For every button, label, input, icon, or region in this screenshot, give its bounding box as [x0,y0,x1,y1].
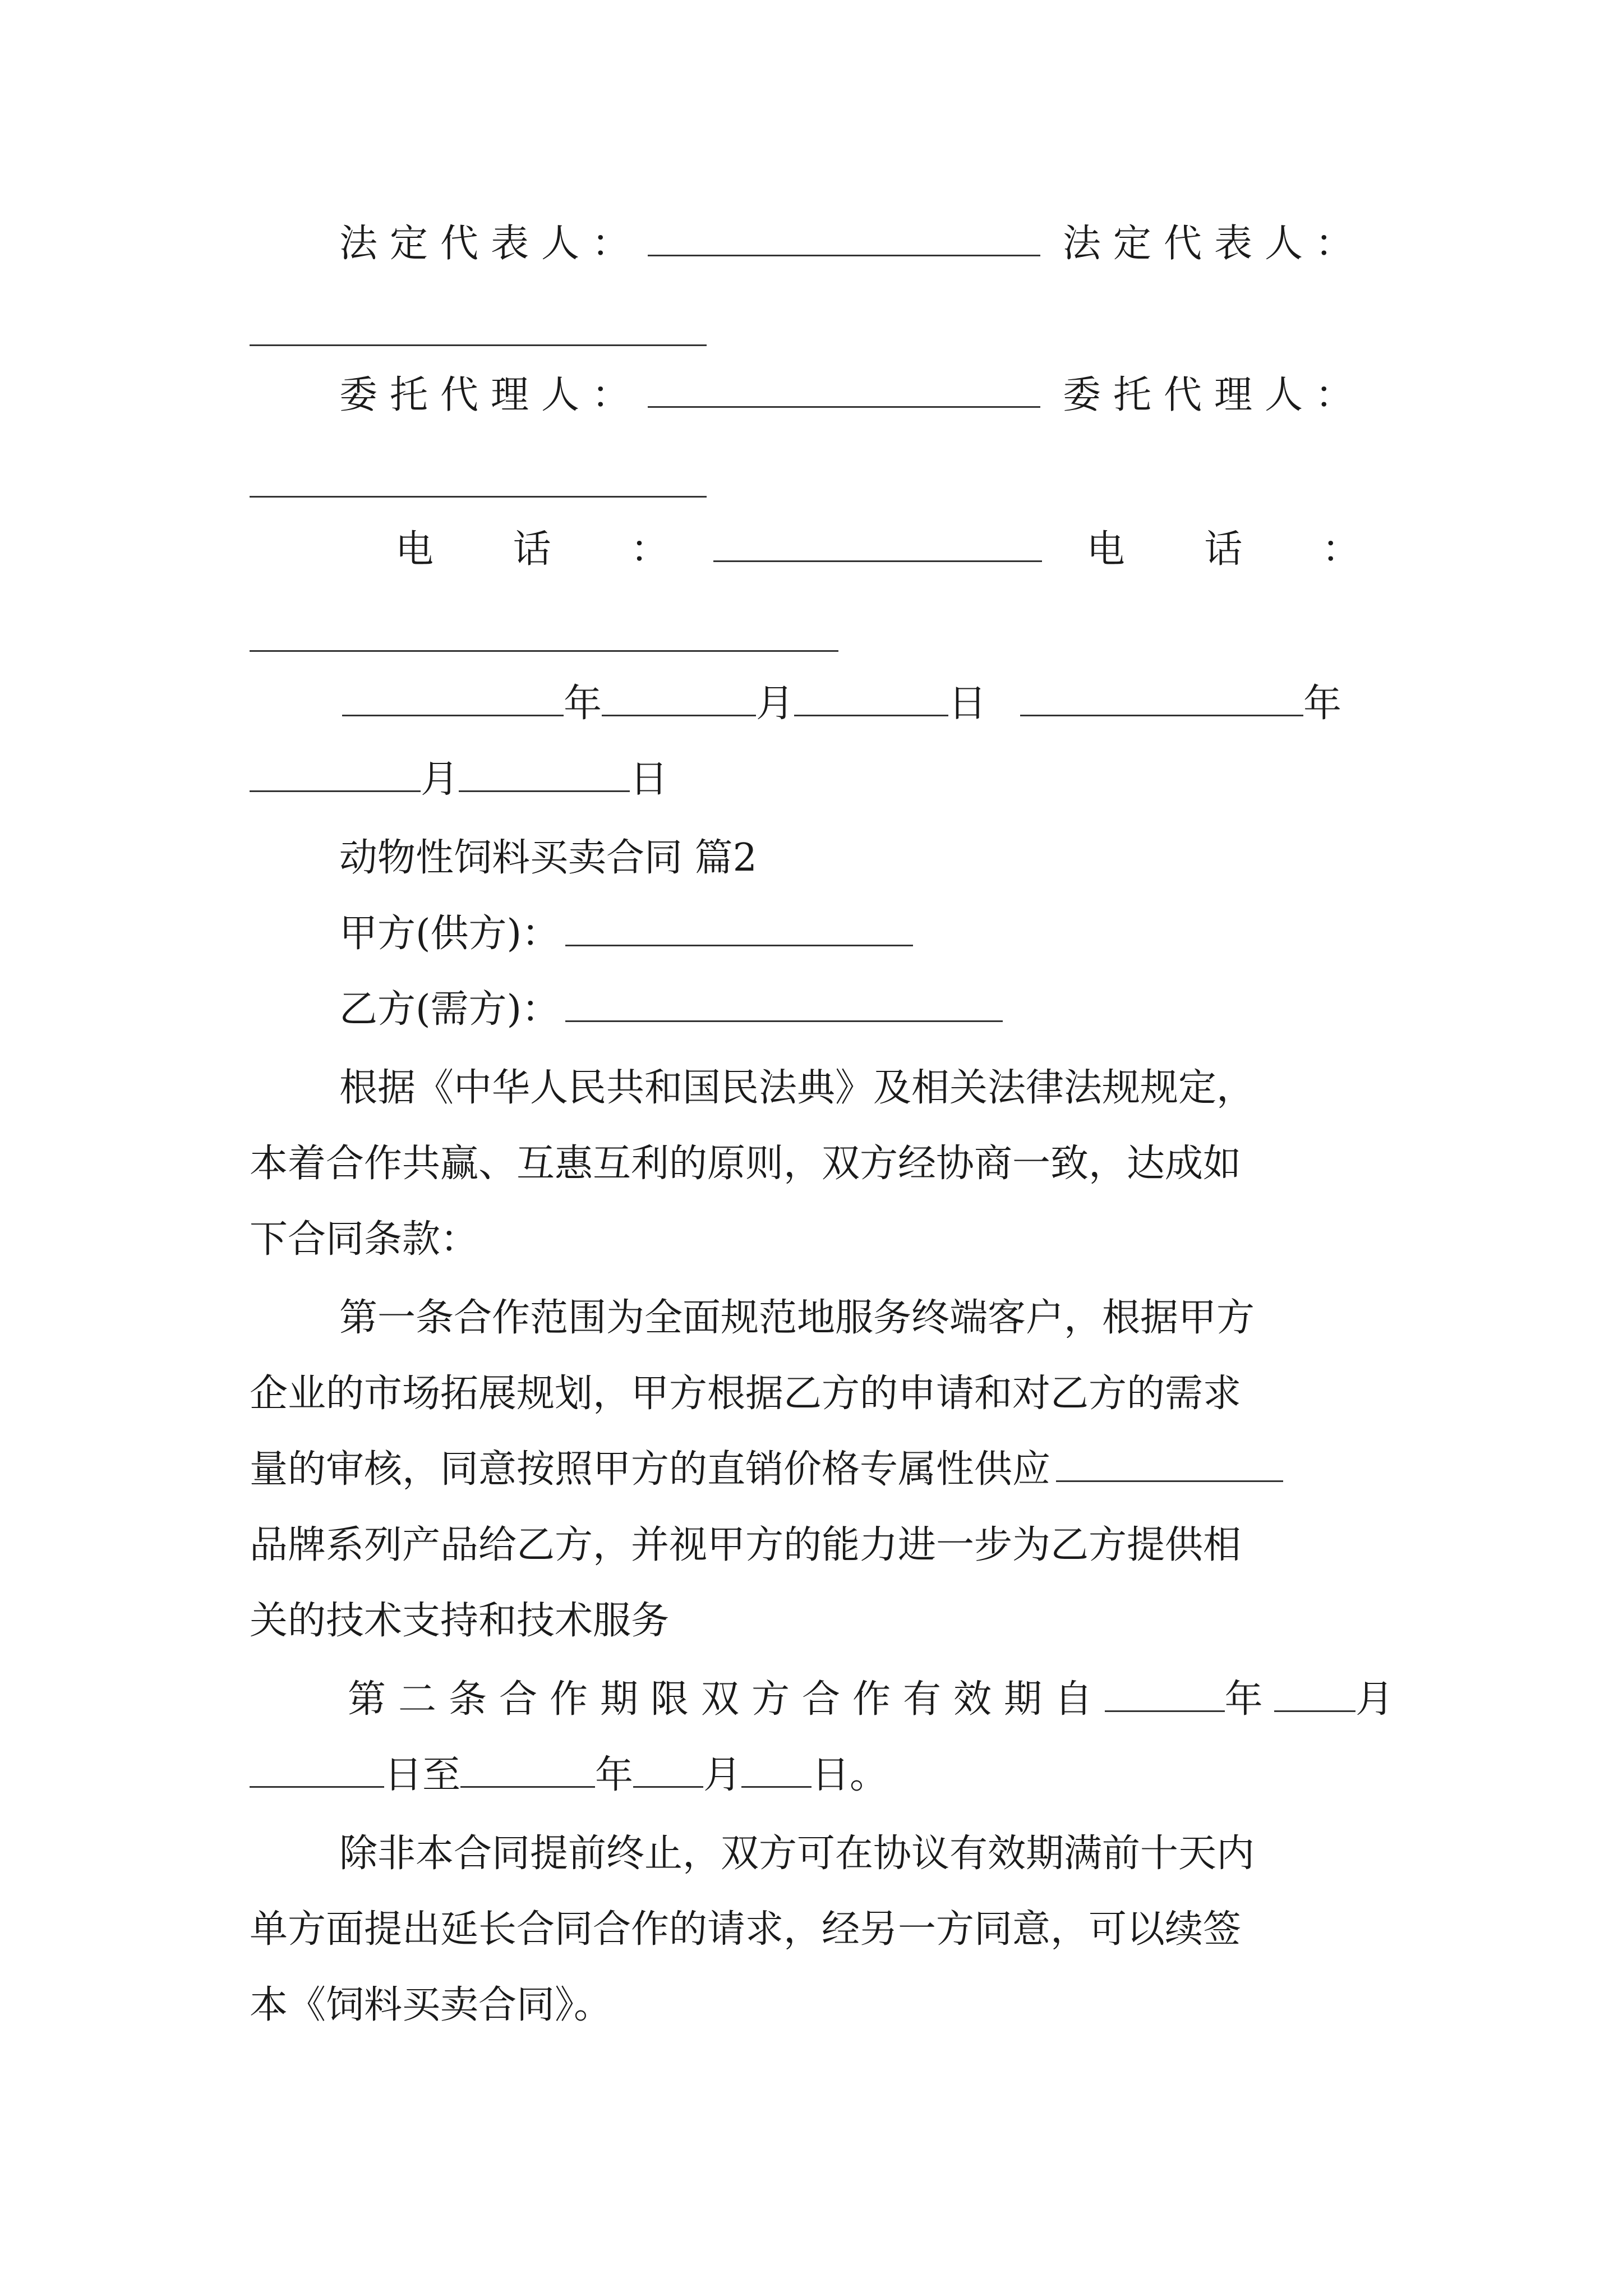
date-a-day-label: 日 [948,682,987,726]
article1-line-2: 企业的市场拓展规划，甲方根据乙方的申请和对乙方的需求 [250,1372,1242,1416]
art2-end-day-blank[interactable] [741,1754,811,1788]
phone-blank-b[interactable] [250,618,838,652]
date-b-month-blank[interactable] [250,758,421,792]
article1-line-4: 品牌系列产品给乙方，并视甲方的能力进一步为乙方提供相 [250,1523,1242,1567]
legal-rep-label-a: 法定代表人： [339,222,643,266]
renewal-line-1: 除非本合同提前终止，双方可在协议有效期满前十天内 [339,1832,1255,1876]
art2-end-month-label: 月 [703,1753,742,1797]
renewal-line-2: 单方面提出延长合同合作的请求，经另一方同意，可以续签 [250,1907,1242,1952]
date-a-month-label: 月 [756,682,795,726]
party-b-line [250,970,1394,1049]
legal-rep-blank-b[interactable] [250,312,707,346]
date-continuation [250,740,1394,819]
phone-label-b: 电 话 ： [1086,527,1394,572]
article1-line-3-text: 量的审核，同意按照甲方的直销价格专属性供应 [250,1447,1051,1492]
article1-line-3 [250,1430,1394,1509]
art2-end-month-blank[interactable] [633,1754,703,1788]
agent-line [250,356,1394,435]
preamble-line-3: 下合同条款： [250,1217,479,1262]
date-b-year-label: 年 [1303,682,1342,726]
agent-blank-b[interactable] [250,463,707,498]
agent-label-b: 委托代理人： [1063,373,1366,417]
agent-blank-a[interactable] [648,374,1040,408]
party-a-line [250,895,1394,973]
legal-rep-label-b: 法定代表人： [1063,222,1366,266]
date-b-day-label: 日 [630,757,668,802]
art2-end-day-label: 日。 [811,1753,888,1797]
article2-line-1-text: 第二条合作期限双方合作有效期自 [348,1677,1105,1722]
date-line [250,665,1394,743]
legal-rep-line [250,205,1394,283]
art2-start-day-label: 日至 [384,1753,461,1797]
art2-end-year-blank[interactable] [460,1754,595,1788]
phone-label-a: 电 话 ： [395,527,703,572]
art2-start-day-blank[interactable] [250,1754,384,1788]
date-a-day-blank[interactable] [794,682,948,716]
article2-line-1 [250,1660,1394,1739]
brand-blank[interactable] [1056,1448,1283,1482]
preamble-line-2: 本着合作共赢、互惠互利的原则，双方经协商一致，达成如 [250,1142,1242,1186]
art2-start-year-blank[interactable] [1105,1678,1225,1712]
preamble-line-1: 根据《中华人民共和国民法典》及相关法律法规规定， [339,1066,1255,1110]
article1-line-5: 关的技术支持和技术服务 [250,1599,670,1643]
date-a-year-blank[interactable] [342,682,564,716]
agent-label-a: 委托代理人： [339,373,643,417]
contract-heading: 动物性饲料买卖合同 篇2 [339,836,757,880]
phone-blank-a[interactable] [713,528,1042,562]
party-a-label: 甲方(供方)： [339,912,560,956]
date-a-year-label: 年 [564,682,602,726]
art2-start-month-blank[interactable] [1274,1678,1355,1712]
article1-line-1: 第一条合作范围为全面规范地服务终端客户，根据甲方 [339,1296,1255,1340]
party-b-blank[interactable] [565,988,1003,1022]
date-b-year-blank[interactable] [1020,682,1303,716]
party-b-label: 乙方(需方)： [339,987,560,1032]
renewal-line-3: 本《饲料买卖合同》。 [250,1983,612,2027]
legal-rep-blank-a[interactable] [648,222,1040,256]
date-b-month-label: 月 [421,757,459,802]
article2-line-2 [250,1736,1394,1815]
date-a-month-blank[interactable] [602,682,756,716]
party-a-blank[interactable] [565,912,913,946]
art2-start-month-label: 月 [1355,1677,1394,1722]
art2-end-year-label: 年 [595,1753,634,1797]
art2-start-year-label: 年 [1224,1677,1263,1722]
date-b-day-blank[interactable] [459,758,630,792]
phone-line [250,510,1394,589]
